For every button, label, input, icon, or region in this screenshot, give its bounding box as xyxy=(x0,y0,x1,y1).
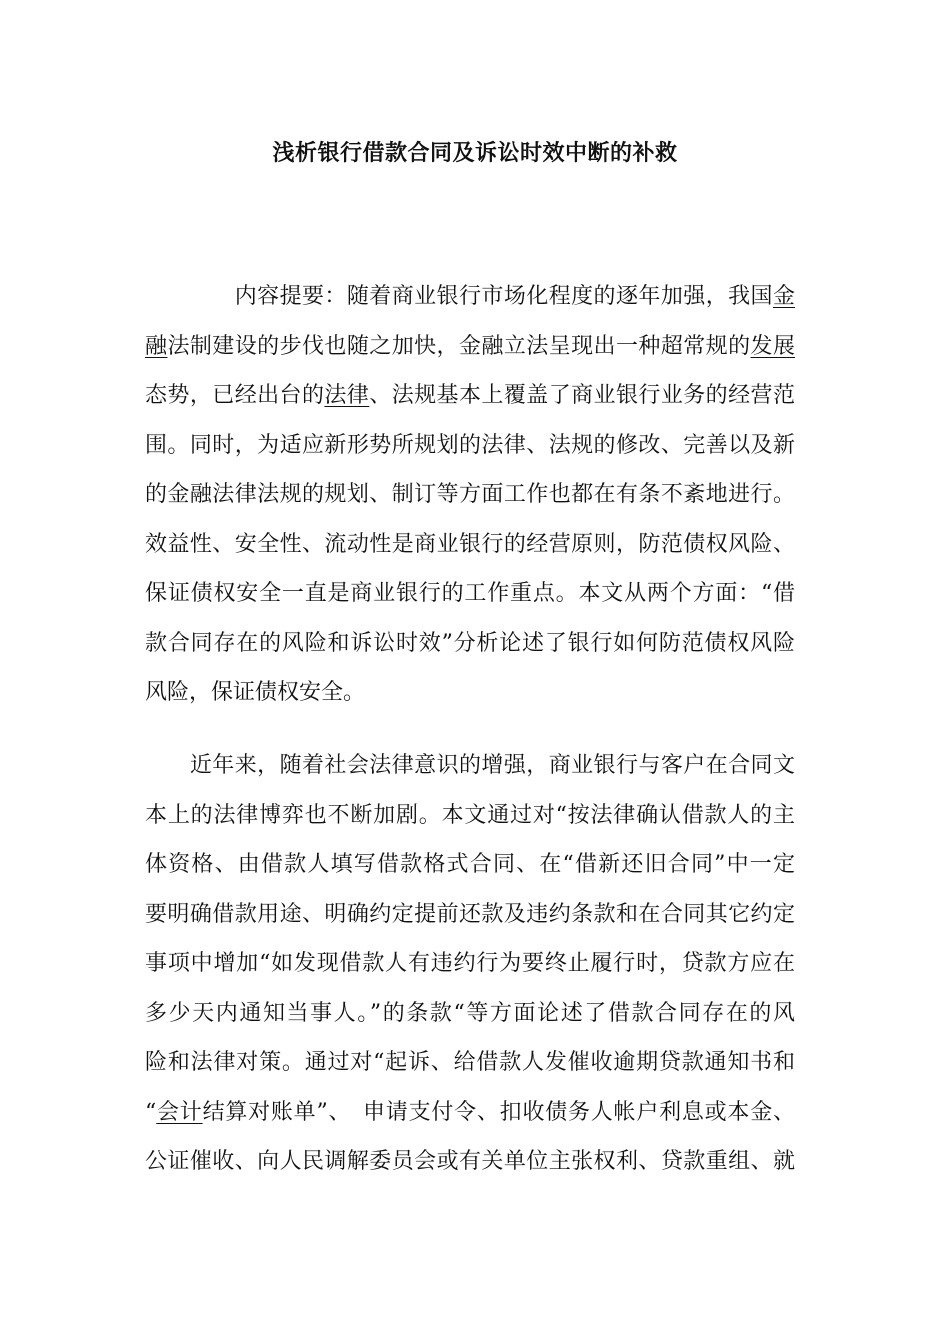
abstract-line: 款合同存在的风险和诉讼时效”分析论述了银行如何防范债权风险 xyxy=(145,630,795,656)
body-paragraph xyxy=(145,741,795,1187)
body-line: 公证催收、向人民调解委员会或有关单位主张权利、贷款重组、就 xyxy=(145,1149,795,1174)
link-falv[interactable]: 法律 xyxy=(324,383,370,408)
abstract-line: 态势，已经出台的法律、法规基本上覆盖了商业银行业务的经营范 xyxy=(145,383,795,408)
abstract-line: 围。同时，为适应新形势所规划的法律、法规的修改、完善以及新 xyxy=(145,432,795,458)
body-line: “会计结算对账单”、 申请支付令、扣收债务人帐户利息或本金、 xyxy=(145,1099,795,1125)
link-jin[interactable]: 金 xyxy=(772,284,795,309)
body-line: 险和法律对策。通过对“起诉、给借款人发催收逾期贷款通知书和 xyxy=(145,1050,795,1075)
body-line: 近年来，随着社会法律意识的增强，商业银行与客户在合同文 xyxy=(145,753,795,778)
abstract-line: 的金融法律法规的规划、制订等方面工作也都在有条不紊地进行。 xyxy=(145,482,795,507)
body-line: 多少天内通知当事人。”的条款“等方面论述了借款合同存在的风 xyxy=(145,1000,795,1026)
body-line: 体资格、由借款人填写借款格式合同、在“借新还旧合同”中一定 xyxy=(145,852,795,877)
link-fazhan[interactable]: 发展 xyxy=(750,333,795,359)
abstract-line: 内容提要：随着商业银行市场化程度的逐年加强，我国金 xyxy=(145,284,795,309)
link-rong[interactable]: 融 xyxy=(145,333,168,359)
link-kuaiji[interactable]: 会计 xyxy=(156,1099,203,1125)
abstract-paragraph xyxy=(145,272,795,718)
body-line: 要明确借款用途、明确约定提前还款及违约条款和在合同其它约定 xyxy=(145,901,795,927)
body-line: 事项中增加“如发现借款人有违约行为要终止履行时，贷款方应在 xyxy=(145,951,795,976)
document-title: 浅析银行借款合同及诉讼时效中断的补救 xyxy=(272,140,678,166)
abstract-line: 保证债权安全一直是商业银行的工作重点。本文从两个方面：“借 xyxy=(145,581,795,606)
abstract-line: 效益性、安全性、流动性是商业银行的经营原则，防范债权风险、 xyxy=(145,531,795,557)
abstract-line: 融法制建设的步伐也随之加快，金融立法呈现出一种超常规的发展 xyxy=(145,333,795,359)
abstract-line: 风险，保证债权安全。 xyxy=(145,680,366,705)
body-line: 本上的法律博弈也不断加剧。本文通过对“按法律确认借款人的主 xyxy=(145,802,795,828)
